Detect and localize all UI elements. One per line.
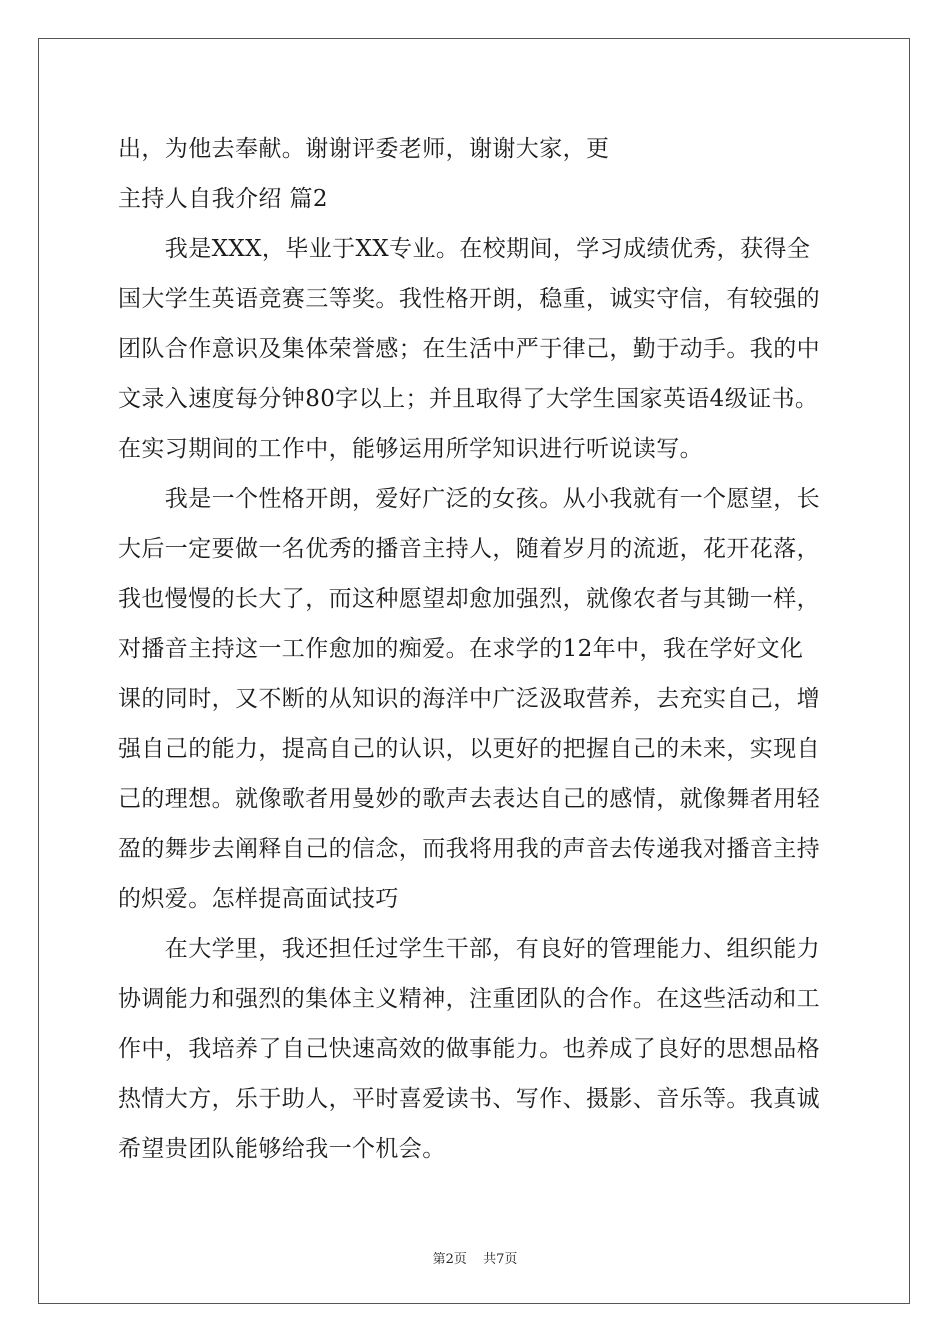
page-number: 第2页 [432,1252,467,1267]
text-line: 团队合作意识及集体荣誉感；在生活中严于律己，勤于动手。我的中 [118,336,820,362]
text-line: 协调能力和强烈的集体主义精神，注重团队的合作。在这些活动和工 [118,986,820,1012]
page-total: 共7页 [483,1252,518,1267]
text-line: 强自己的能力，提高自己的认识，以更好的把握自己的未来，实现自 [118,736,820,762]
text-line: 希望贵团队能够给我一个机会。 [118,1136,446,1162]
text-line: 大后一定要做一名优秀的播音主持人，随着岁月的流逝，花开花落， [118,536,820,562]
text-line: 出，为他去奉献。谢谢评委老师，谢谢大家，更 [118,136,610,162]
text-line: 在大学里，我还担任过学生干部，有良好的管理能力、组织能力 [118,936,820,962]
text-line: 己的理想。就像歌者用曼妙的歌声去表达自己的感情，就像舞者用轻 [118,786,820,812]
text-line: 文录入速度每分钟80字以上；并且取得了大学生国家英语4级证书。 [118,386,819,412]
text-line: 我也慢慢的长大了，而这种愿望却愈加强烈，就像农者与其锄一样， [118,586,820,612]
text-line: 我是一个性格开朗，爱好广泛的女孩。从小我就有一个愿望，长 [118,486,820,512]
text-line: 对播音主持这一工作愈加的痴爱。在求学的12年中，我在学好文化 [118,636,804,662]
text-line: 国大学生英语竞赛三等奖。我性格开朗，稳重，诚实守信，有较强的 [118,286,820,312]
text-line: 在实习期间的工作中，能够运用所学知识进行听说读写。 [118,436,703,462]
text-line: 作中，我培养了自己快速高效的做事能力。也养成了良好的思想品格 [118,1036,820,1062]
page-footer [0,1248,950,1267]
text-line: 课的同时，又不断的从知识的海洋中广泛汲取营养，去充实自己，增 [118,686,820,712]
text-line: 热情大方，乐于助人，平时喜爱读书、写作、摄影、音乐等。我真诚 [118,1086,820,1112]
text-line: 盈的舞步去阐释自己的信念，而我将用我的声音去传递我对播音主持 [118,836,820,862]
page-border [38,38,910,1304]
text-line: 的炽爱。怎样提高面试技巧 [118,886,399,912]
section-heading: 主持人自我介绍 篇2 [118,186,328,212]
text-line: 我是XXX，毕业于XX专业。在校期间，学习成绩优秀，获得全 [118,236,811,262]
